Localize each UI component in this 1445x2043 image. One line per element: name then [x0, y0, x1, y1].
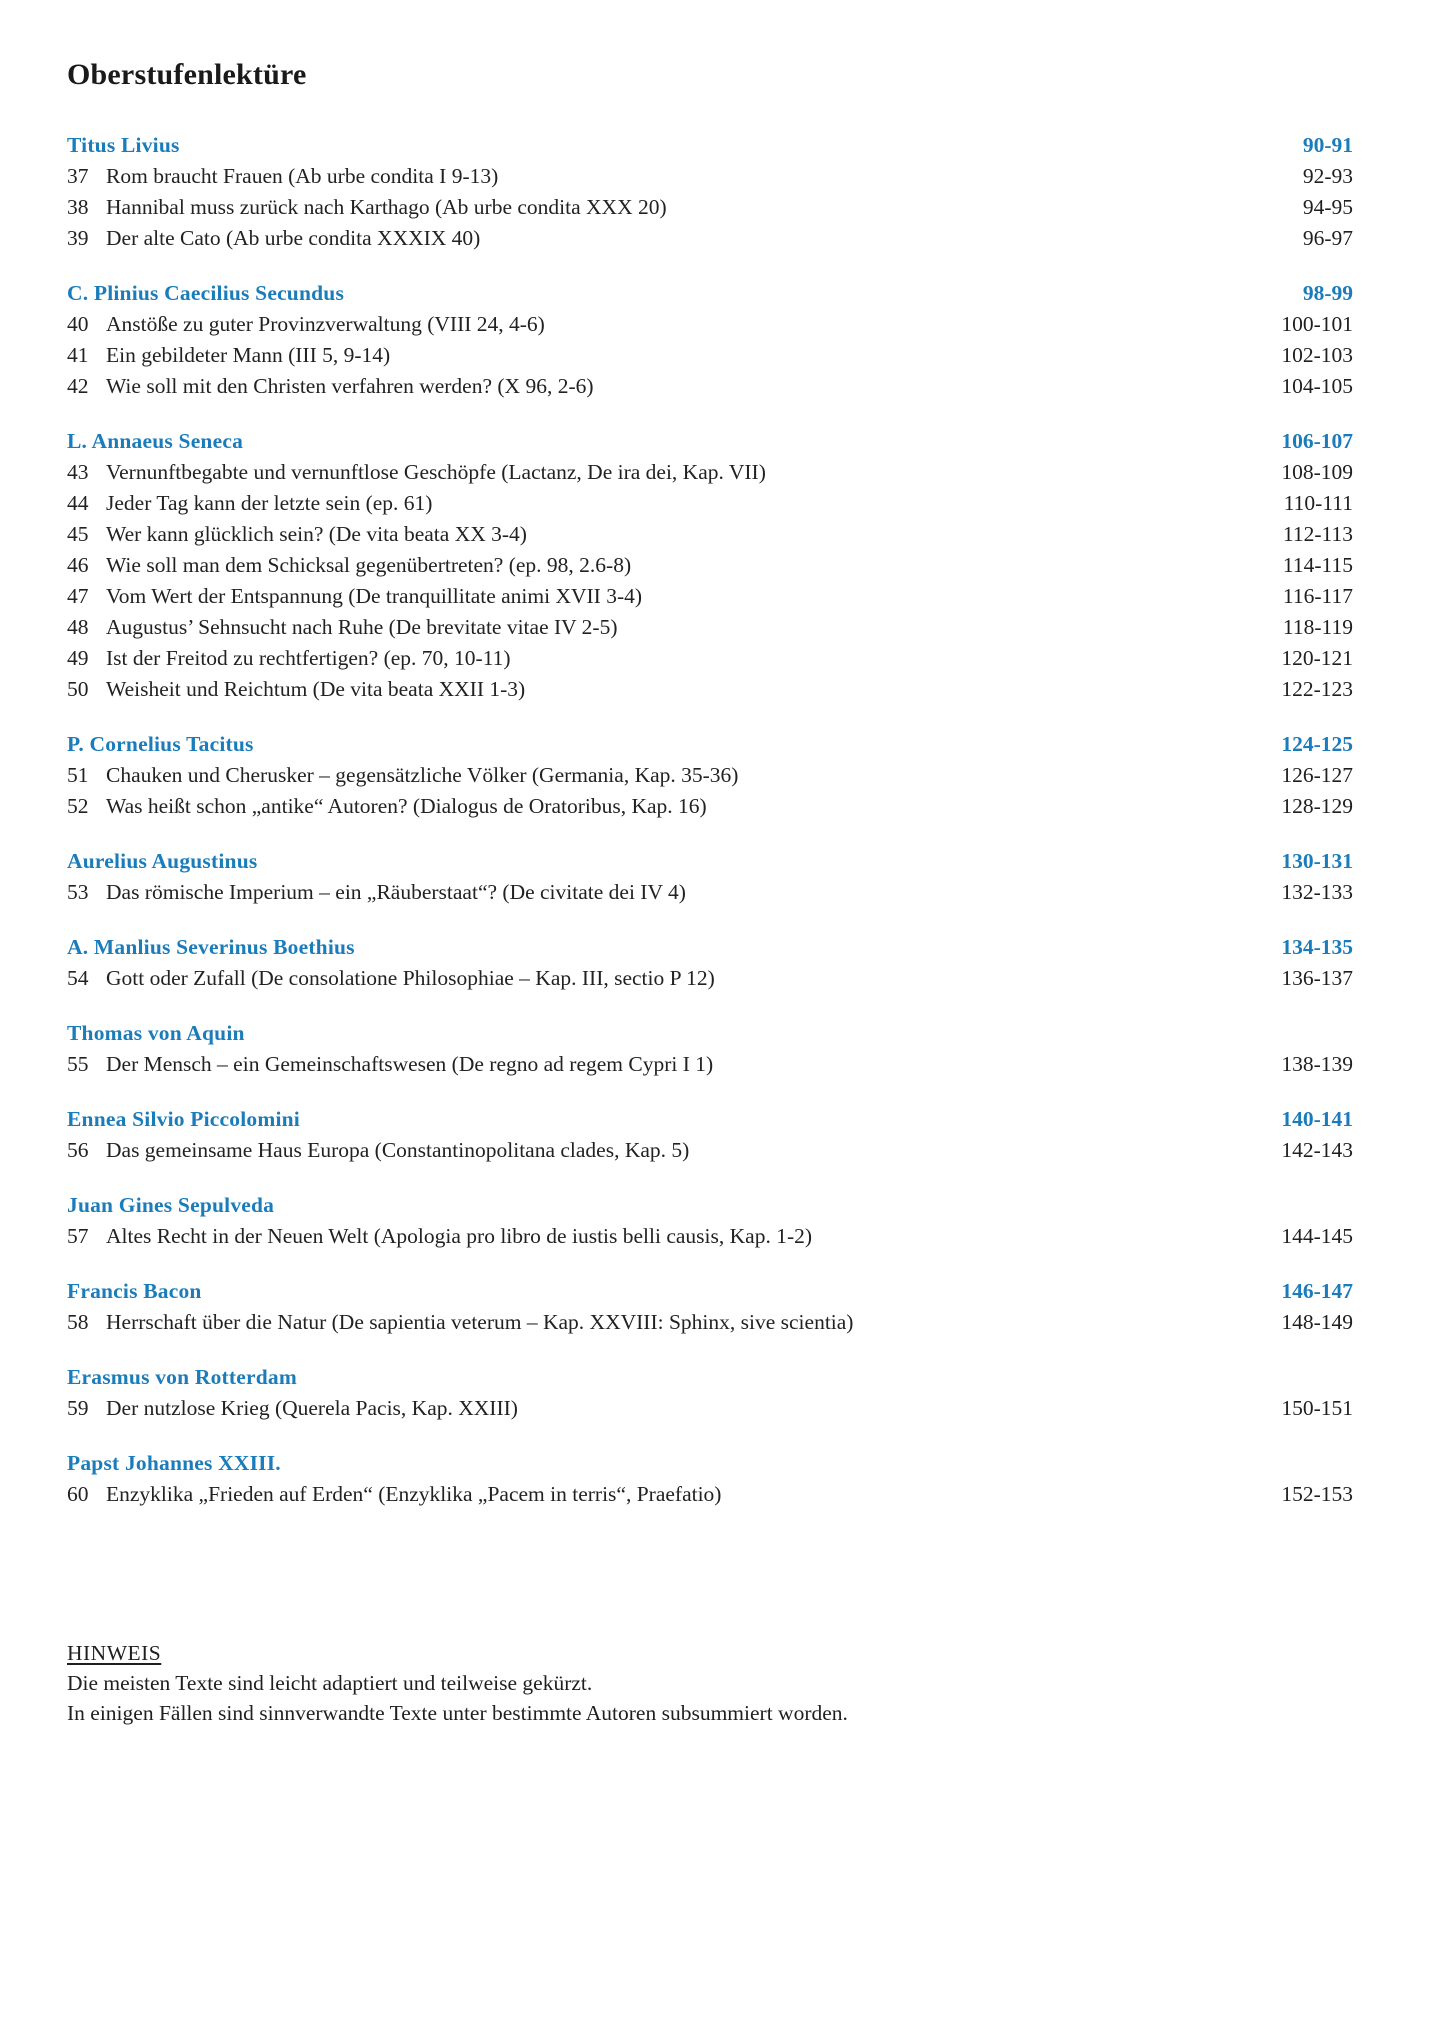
- section-pages: 90-91: [1302, 133, 1353, 157]
- entry-title: Ein gebildeter Mann (III 5, 9-14): [106, 343, 391, 367]
- section-header: [67, 130, 1353, 161]
- section-header: [67, 1190, 1353, 1221]
- section-pages: 124-125: [1281, 732, 1353, 756]
- toc-section: [67, 846, 1353, 908]
- entry-row: [67, 309, 1353, 340]
- entry-pages: 108-109: [1281, 460, 1353, 484]
- entry-row: [67, 223, 1353, 254]
- entry-pages: 150-151: [1281, 1396, 1353, 1420]
- entry-number: 52: [67, 794, 89, 818]
- section-header: [67, 729, 1353, 760]
- entry-row: [67, 1307, 1353, 1338]
- entry-title: Rom braucht Frauen (Ab urbe condita I 9-13): [106, 164, 499, 188]
- section-author: Juan Gines Sepulveda: [67, 1193, 275, 1217]
- entry-row: [67, 192, 1353, 223]
- section-author: Thomas von Aquin: [67, 1021, 245, 1045]
- entry-pages: 136-137: [1281, 966, 1353, 990]
- toc-section: [67, 426, 1353, 705]
- toc-section: [67, 1362, 1353, 1424]
- entry-pages: 94-95: [1302, 195, 1353, 219]
- entry-pages: 152-153: [1281, 1482, 1353, 1506]
- section-pages: 146-147: [1281, 1279, 1353, 1303]
- entry-number: 41: [67, 343, 89, 367]
- entry-number: 49: [67, 646, 89, 670]
- entry-row: [67, 1049, 1353, 1080]
- entry-number: 45: [67, 522, 89, 546]
- entry-number: 37: [67, 164, 89, 188]
- section-author: Ennea Silvio Piccolomini: [67, 1107, 300, 1131]
- entry-title: Wer kann glücklich sein? (De vita beata XX 3-4): [106, 522, 527, 546]
- entry-title: Der alte Cato (Ab urbe condita XXXIX 40): [106, 226, 481, 250]
- section-author: A. Manlius Severinus Boethius: [67, 935, 355, 959]
- entry-number: 50: [67, 677, 89, 701]
- section-author: Titus Livius: [67, 133, 180, 157]
- toc-section: [67, 1276, 1353, 1338]
- entry-number: 59: [67, 1396, 89, 1420]
- section-author: Francis Bacon: [67, 1279, 202, 1303]
- entry-title: Gott oder Zufall (De consolatione Philosophiae – Kap. III, sectio P 12): [106, 966, 715, 990]
- section-author: C. Plinius Caecilius Secundus: [67, 281, 345, 305]
- entry-number: 43: [67, 460, 89, 484]
- section-pages: 106-107: [1281, 429, 1353, 453]
- entry-number: 54: [67, 966, 89, 990]
- entry-title: Das römische Imperium – ein „Räuberstaat“? (De civitate dei IV 4): [106, 880, 686, 904]
- section-header: [67, 1104, 1353, 1135]
- toc-section: [67, 278, 1353, 402]
- entry-pages: 122-123: [1281, 677, 1353, 701]
- section-header: [67, 932, 1353, 963]
- entry-number: 40: [67, 312, 89, 336]
- entry-number: 51: [67, 763, 89, 787]
- entry-title: Altes Recht in der Neuen Welt (Apologia pro libro de iustis belli causis, Kap. 1-2): [106, 1224, 813, 1248]
- entry-number: 53: [67, 880, 89, 904]
- entry-number: 44: [67, 491, 89, 515]
- section-author: Erasmus von Rotterdam: [67, 1365, 297, 1389]
- entry-row: [67, 488, 1353, 519]
- entry-row: [67, 674, 1353, 705]
- entry-row: [67, 581, 1353, 612]
- entry-pages: 104-105: [1281, 374, 1353, 398]
- toc-section: [67, 130, 1353, 254]
- entry-pages: 92-93: [1302, 164, 1353, 188]
- entry-row: [67, 550, 1353, 581]
- entry-pages: 144-145: [1281, 1224, 1353, 1248]
- entry-row: [67, 612, 1353, 643]
- entry-title: Vom Wert der Entspannung (De tranquillitate animi XVII 3-4): [106, 584, 643, 608]
- entry-row: [67, 791, 1353, 822]
- entry-title: Wie soll man dem Schicksal gegenübertreten? (ep. 98, 2.6-8): [106, 553, 632, 577]
- entry-row: [67, 1393, 1353, 1424]
- section-author: Aurelius Augustinus: [67, 849, 258, 873]
- page-title: Oberstufenlektüre: [67, 58, 307, 91]
- section-pages: 140-141: [1281, 1107, 1353, 1131]
- entry-title: Weisheit und Reichtum (De vita beata XXII 1-3): [106, 677, 526, 701]
- note-line: Die meisten Texte sind leicht adaptiert und teilweise gekürzt.: [67, 1671, 593, 1695]
- entry-title: Ist der Freitod zu rechtfertigen? (ep. 70, 10-11): [106, 646, 511, 670]
- entry-row: [67, 161, 1353, 192]
- toc-section: [67, 1018, 1353, 1080]
- entry-pages: 102-103: [1281, 343, 1353, 367]
- entry-number: 56: [67, 1138, 89, 1162]
- entry-title: Wie soll mit den Christen verfahren werden? (X 96, 2-6): [106, 374, 594, 398]
- entry-pages: 148-149: [1281, 1310, 1353, 1334]
- section-header: [67, 278, 1353, 309]
- section-author: L. Annaeus Seneca: [67, 429, 244, 453]
- entry-title: Anstöße zu guter Provinzverwaltung (VIII 24, 4-6): [106, 312, 545, 336]
- entry-number: 47: [67, 584, 89, 608]
- entry-row: [67, 457, 1353, 488]
- entry-row: [67, 519, 1353, 550]
- entry-title: Chauken und Cherusker – gegensätzliche Völker (Germania, Kap. 35-36): [106, 763, 739, 787]
- entry-pages: 120-121: [1281, 646, 1353, 670]
- entry-row: [67, 643, 1353, 674]
- toc-section: [67, 1104, 1353, 1166]
- section-header: [67, 846, 1353, 877]
- entry-title: Enzyklika „Frieden auf Erden“ (Enzyklika „Pacem in terris“, Praefatio): [106, 1482, 722, 1506]
- section-header: [67, 1276, 1353, 1307]
- toc-section: [67, 1448, 1353, 1510]
- note-line: In einigen Fällen sind sinnverwandte Texte unter bestimmte Autoren subsummiert worden.: [67, 1701, 848, 1725]
- entry-row: [67, 963, 1353, 994]
- entry-number: 55: [67, 1052, 89, 1076]
- entry-pages: 96-97: [1302, 226, 1353, 250]
- entry-title: Augustus’ Sehnsucht nach Ruhe (De brevitate vitae IV 2-5): [106, 615, 618, 639]
- entry-row: [67, 340, 1353, 371]
- entry-row: [67, 760, 1353, 791]
- section-pages: 98-99: [1302, 281, 1353, 305]
- entry-row: [67, 1221, 1353, 1252]
- toc-section: [67, 932, 1353, 994]
- entry-number: 60: [67, 1482, 89, 1506]
- entry-title: Der nutzlose Krieg (Querela Pacis, Kap. XXIII): [106, 1396, 518, 1420]
- entry-pages: 100-101: [1281, 312, 1353, 336]
- entry-number: 58: [67, 1310, 89, 1334]
- entry-pages: 110-111: [1283, 491, 1353, 515]
- entry-pages: 114-115: [1282, 553, 1353, 577]
- section-pages: 134-135: [1281, 935, 1353, 959]
- entry-number: 42: [67, 374, 89, 398]
- section-header: [67, 1018, 1353, 1049]
- entry-row: [67, 1135, 1353, 1166]
- entry-title: Vernunftbegabte und vernunftlose Geschöpfe (Lactanz, De ira dei, Kap. VII): [106, 460, 766, 484]
- note-block: [67, 1638, 1353, 1728]
- section-header: [67, 1448, 1353, 1479]
- section-author: Papst Johannes XXIII.: [67, 1451, 281, 1475]
- entry-title: Hannibal muss zurück nach Karthago (Ab urbe condita XXX 20): [106, 195, 667, 219]
- entry-number: 57: [67, 1224, 89, 1248]
- toc-section: [67, 1190, 1353, 1252]
- entry-number: 39: [67, 226, 89, 250]
- entry-pages: 128-129: [1281, 794, 1353, 818]
- entry-pages: 132-133: [1281, 880, 1353, 904]
- section-author: P. Cornelius Tacitus: [67, 732, 254, 756]
- entry-pages: 116-117: [1282, 584, 1353, 608]
- entry-title: Jeder Tag kann der letzte sein (ep. 61): [106, 491, 433, 515]
- entry-pages: 118-119: [1282, 615, 1353, 639]
- entry-number: 38: [67, 195, 89, 219]
- note-heading: HINWEIS: [67, 1641, 162, 1665]
- entry-pages: 126-127: [1281, 763, 1353, 787]
- toc-list: [67, 130, 1353, 1510]
- entry-pages: 138-139: [1281, 1052, 1353, 1076]
- section-pages: 130-131: [1281, 849, 1353, 873]
- entry-row: [67, 1479, 1353, 1510]
- entry-pages: 142-143: [1281, 1138, 1353, 1162]
- section-header: [67, 426, 1353, 457]
- entry-title: Der Mensch – ein Gemeinschaftswesen (De regno ad regem Cypri I 1): [106, 1052, 714, 1076]
- entry-row: [67, 371, 1353, 402]
- entry-row: [67, 877, 1353, 908]
- section-header: [67, 1362, 1353, 1393]
- entry-number: 46: [67, 553, 89, 577]
- entry-pages: 112-113: [1282, 522, 1353, 546]
- toc-section: [67, 729, 1353, 822]
- entry-title: Das gemeinsame Haus Europa (Constantinopolitana clades, Kap. 5): [106, 1138, 690, 1162]
- entry-number: 48: [67, 615, 89, 639]
- entry-title: Herrschaft über die Natur (De sapientia veterum – Kap. XXVIII: Sphinx, sive scientia): [106, 1310, 854, 1334]
- entry-title: Was heißt schon „antike“ Autoren? (Dialogus de Oratoribus, Kap. 16): [106, 794, 707, 818]
